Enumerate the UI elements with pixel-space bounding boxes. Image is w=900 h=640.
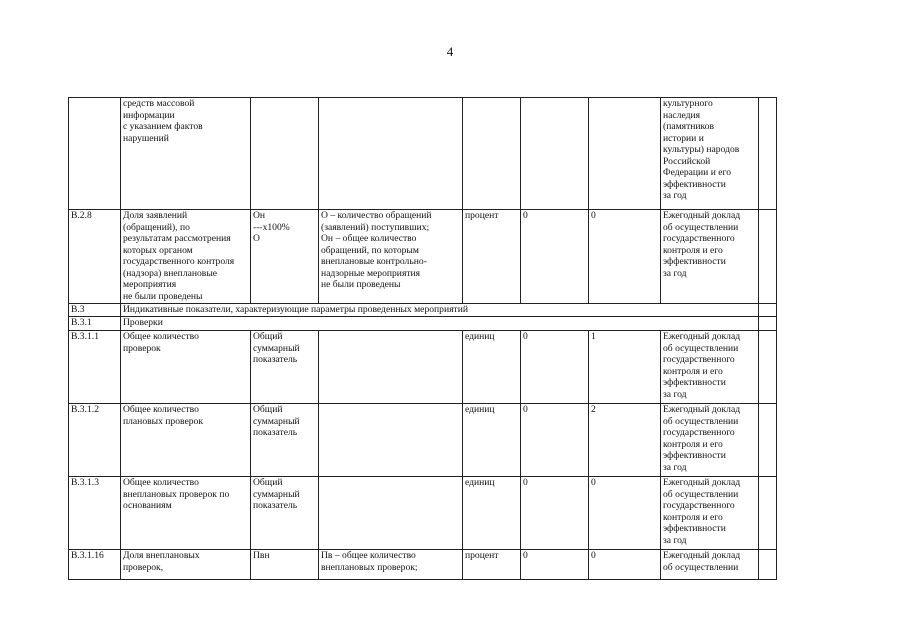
cell-line: Доля заявлений <box>123 210 188 221</box>
description-cell <box>319 210 463 304</box>
indicators-table <box>68 97 777 580</box>
name-cell <box>121 477 251 550</box>
target-value-cell: 0 <box>521 550 589 580</box>
formula-cell <box>251 477 319 550</box>
actual-value-cell: 1 <box>589 331 661 404</box>
actual-value-cell: 2 <box>589 404 661 477</box>
section-row <box>69 304 777 317</box>
formula-cell <box>251 404 319 477</box>
cell-line: мероприятия <box>123 279 177 290</box>
cell-line: нарушений <box>123 132 169 144</box>
extra-cell <box>759 404 777 477</box>
extra-cell <box>759 550 777 580</box>
cell-line: Ежегодный доклад <box>663 404 741 415</box>
name-cell <box>121 98 251 210</box>
cell-line: об осуществлении <box>663 342 739 354</box>
cell-line: государственного <box>663 233 735 244</box>
actual-value-cell: 0 <box>589 550 661 580</box>
cell-line: эффективности <box>663 523 726 534</box>
cell-line: Ежегодный доклад <box>663 477 741 488</box>
cell-line: наследия <box>663 109 700 121</box>
cell-line: суммарный <box>253 415 300 427</box>
cell-line: государственного <box>663 354 735 365</box>
extra-cell <box>759 317 777 331</box>
cell-line: истории и <box>663 132 704 144</box>
code-cell: В.3 <box>69 304 121 317</box>
table-row <box>69 550 777 580</box>
actual-value-cell: 0 <box>589 477 661 550</box>
cell-line: за год <box>663 461 687 473</box>
unit-cell: процент <box>463 210 521 304</box>
table-row <box>69 210 777 304</box>
description-cell <box>319 98 463 210</box>
cell-line: проверок <box>123 342 161 354</box>
target-value-cell: 0 <box>521 477 589 550</box>
cell-line: Он – общее количество <box>321 233 417 244</box>
cell-line: основаниям <box>123 500 172 511</box>
cell-line: с указанием фактов <box>123 121 203 132</box>
cell-line: О <box>253 233 260 244</box>
cell-line: внеплановых проверок по <box>123 488 230 500</box>
cell-line: не были проведены <box>321 279 401 290</box>
cell-line: за год <box>663 267 687 279</box>
cell-line: Российской <box>663 155 711 167</box>
name-cell <box>121 331 251 404</box>
cell-line: за год <box>663 534 687 546</box>
cell-line: за год <box>663 388 687 400</box>
cell-line: ---x100% <box>253 221 290 233</box>
cell-line: эффективности <box>663 377 726 388</box>
cell-line: Ежегодный доклад <box>663 331 741 342</box>
cell-line: Общий <box>253 404 283 415</box>
unit-cell: единиц <box>463 404 521 477</box>
target-value-cell: 0 <box>521 404 589 477</box>
cell-line: государственного контроля <box>123 256 235 267</box>
source-cell <box>661 98 759 210</box>
description-cell <box>319 331 463 404</box>
cell-line: показатель <box>253 354 298 365</box>
extra-cell <box>759 210 777 304</box>
cell-line: об осуществлении <box>663 561 739 573</box>
source-cell <box>661 331 759 404</box>
cell-line: суммарный <box>253 488 300 500</box>
cell-line: О – количество обращений <box>321 210 432 221</box>
cell-line: за год <box>663 190 687 201</box>
code-cell: В.3.1.3 <box>69 477 121 550</box>
cell-line: Пвн <box>253 550 270 561</box>
cell-line: Общее количество <box>123 404 199 415</box>
cell-line: Пв – общее количество <box>321 550 416 561</box>
section-row <box>69 317 777 331</box>
cell-line: (обращений), по <box>123 221 190 233</box>
source-cell <box>661 404 759 477</box>
extra-cell <box>759 98 777 210</box>
code-cell: В.3.1.2 <box>69 404 121 477</box>
source-cell <box>661 477 759 550</box>
unit-cell: единиц <box>463 477 521 550</box>
unit-cell: единиц <box>463 331 521 404</box>
cell-line: эффективности <box>663 256 726 267</box>
cell-line: информации <box>123 109 175 121</box>
section-title-cell: Проверки <box>121 317 759 331</box>
cell-line: государственного <box>663 500 735 511</box>
actual-value-cell <box>589 98 661 210</box>
code-cell: В.3.1.1 <box>69 331 121 404</box>
target-value-cell: 0 <box>521 210 589 304</box>
cell-line: Общий <box>253 331 283 342</box>
cell-line: результатам рассмотрения <box>123 233 231 244</box>
formula-cell <box>251 98 319 210</box>
cell-line: показатель <box>253 427 298 438</box>
cell-line: эффективности <box>663 178 726 190</box>
cell-line: Федерации и его <box>663 167 731 178</box>
source-cell <box>661 550 759 580</box>
table-row <box>69 477 777 550</box>
name-cell <box>121 210 251 304</box>
cell-line: (надзора) внеплановые <box>123 267 218 279</box>
extra-cell <box>759 304 777 317</box>
cell-line: внеплановые контрольно- <box>321 256 427 267</box>
name-cell <box>121 404 251 477</box>
cell-line: об осуществлении <box>663 488 739 500</box>
cell-line: (заявлений) поступивших; <box>321 221 430 233</box>
cell-line: проверок, <box>123 561 164 573</box>
code-cell: В.3.1.16 <box>69 550 121 580</box>
target-value-cell: 0 <box>521 331 589 404</box>
cell-line: эффективности <box>663 450 726 461</box>
code-cell <box>69 98 121 210</box>
cell-line: контроля и его <box>663 438 723 450</box>
cell-line: Ежегодный доклад <box>663 550 741 561</box>
cell-line: плановых проверок <box>123 415 203 427</box>
cell-line: контроля и его <box>663 365 723 377</box>
cell-line: обращений, по которым <box>321 244 419 256</box>
cell-line: не были проведены <box>123 290 203 302</box>
formula-cell <box>251 210 319 304</box>
actual-value-cell: 0 <box>589 210 661 304</box>
source-cell <box>661 210 759 304</box>
section-title-cell: Индикативные показатели, характеризующие параметры проведенных мероприятий <box>121 304 759 317</box>
cell-line: культурного <box>663 98 713 109</box>
description-cell <box>319 477 463 550</box>
code-cell: В.2.8 <box>69 210 121 304</box>
cell-line: Общее количество <box>123 477 199 488</box>
cell-line: Общий <box>253 477 283 488</box>
formula-cell <box>251 331 319 404</box>
cell-line: Ежегодный доклад <box>663 210 741 221</box>
target-value-cell <box>521 98 589 210</box>
unit-cell <box>463 98 521 210</box>
table-row <box>69 404 777 477</box>
extra-cell <box>759 477 777 550</box>
cell-line: Он <box>253 210 266 221</box>
cell-line: средств массовой <box>123 98 195 109</box>
extra-cell <box>759 331 777 404</box>
page-number: 4 <box>446 44 454 59</box>
description-cell <box>319 550 463 580</box>
cell-line: контроля и его <box>663 511 723 523</box>
table-row <box>69 331 777 404</box>
cell-line: культуры) народов <box>663 144 740 155</box>
name-cell <box>121 550 251 580</box>
formula-cell <box>251 550 319 580</box>
cell-line: показатель <box>253 500 298 511</box>
cell-line: об осуществлении <box>663 221 739 233</box>
cell-line: суммарный <box>253 342 300 354</box>
cell-line: Доля внеплановых <box>123 550 200 561</box>
cell-line: контроля и его <box>663 244 723 256</box>
unit-cell: процент <box>463 550 521 580</box>
description-cell <box>319 404 463 477</box>
cell-line: об осуществлении <box>663 415 739 427</box>
cell-line: Общее количество <box>123 331 199 342</box>
table-row <box>69 98 777 210</box>
cell-line: внеплановых проверок; <box>321 561 418 573</box>
cell-line: государственного <box>663 427 735 438</box>
code-cell: В.3.1 <box>69 317 121 331</box>
cell-line: надзорные мероприятия <box>321 267 421 279</box>
cell-line: (памятников <box>663 121 715 132</box>
cell-line: которых органом <box>123 244 193 256</box>
